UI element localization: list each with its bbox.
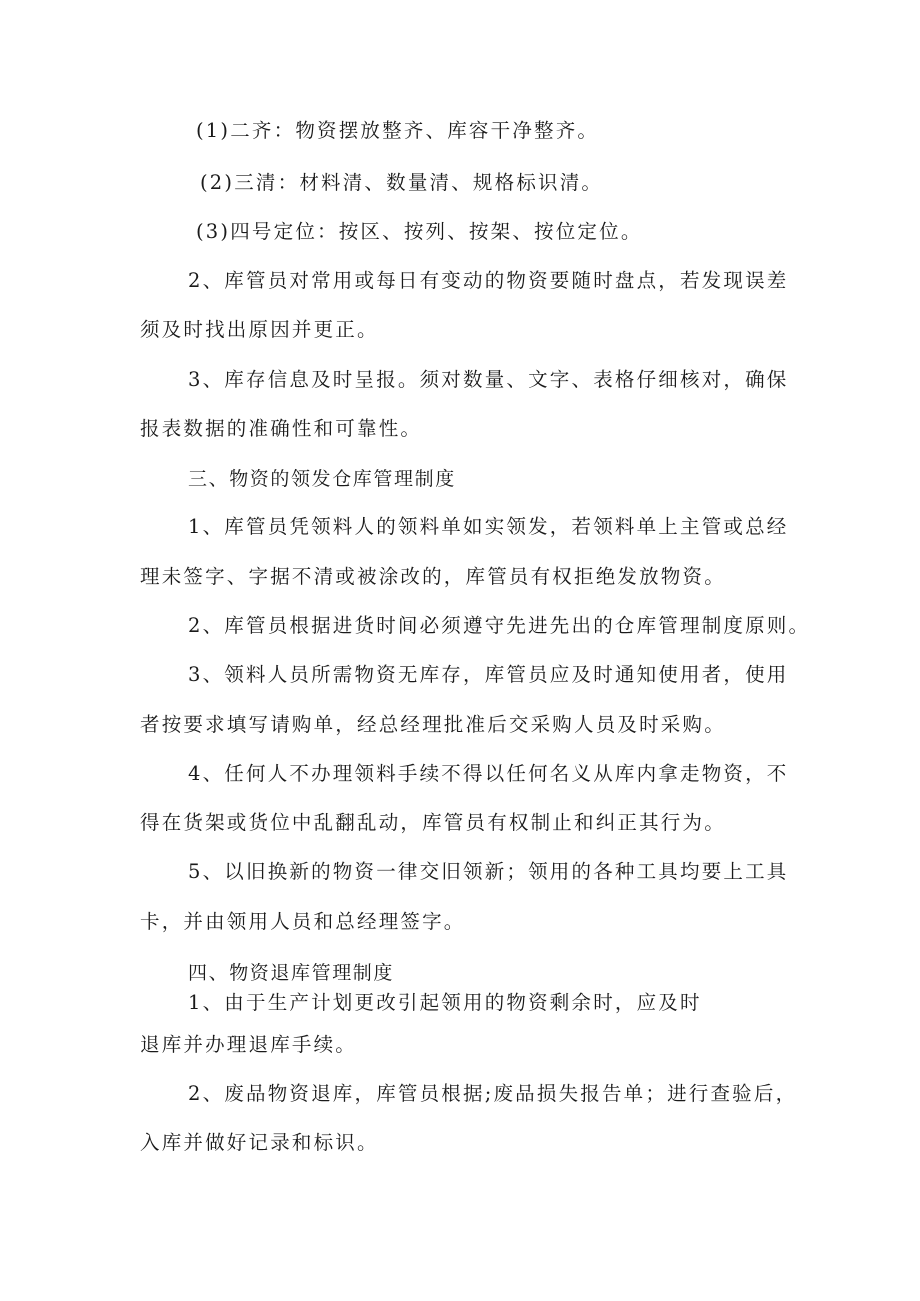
issue-rule-1-line-1: 1、库管员凭领料人的领料单如实领发，若领料单上主管或总经 [188, 515, 789, 538]
issue-rule-3-line-1: 3、领料人员所需物资无库存，库管员应及时通知使用者，使用 [188, 663, 789, 686]
item-er-qi: (1)二齐：物资摆放整齐、库容干净整齐。 [196, 119, 600, 142]
return-rule-2-line-2: 入库并做好记录和标识。 [140, 1131, 379, 1154]
issue-rule-2: 2、库管员根据进货时间必须遵守先进先出的仓库管理制度原则。 [188, 614, 811, 637]
return-rule-1-line-2: 退库并办理退库手续。 [140, 1033, 358, 1056]
item-san-qing: (2)三清：材料清、数量清、规格标识清。 [200, 171, 604, 194]
issue-rule-4-line-1: 4、任何人不办理领料手续不得以任何名义从库内拿走物资，不 [188, 762, 789, 785]
return-rule-1-line-1: 1、由于生产计划更改引起领用的物资剩余时，应及时 [188, 991, 702, 1014]
issue-rule-4-line-2: 得在货架或货位中乱翻乱动，库管员有权制止和纠正其行为。 [140, 811, 726, 834]
section-heading-issue: 三、物资的领发仓库管理制度 [188, 468, 456, 490]
section-heading-return: 四、物资退库管理制度 [188, 962, 395, 984]
issue-rule-1-line-2: 理未签字、字据不清或被涂改的，库管员有权拒绝发放物资。 [140, 565, 726, 588]
item-si-hao-ding-wei: (3)四号定位：按区、按列、按架、按位定位。 [196, 220, 643, 243]
paragraph-2-line-1: 2、库管员对常用或每日有变动的物资要随时盘点，若发现误差 [188, 269, 789, 292]
issue-rule-3-line-2: 者按要求填写请购单，经总经理批准后交采购人员及时采购。 [140, 713, 726, 736]
return-rule-2-line-1: 2、废品物资退库，库管员根据;废品损失报告单；进行查验后， [188, 1082, 798, 1105]
paragraph-3-line-1: 3、库存信息及时呈报。须对数量、文字、表格仔细核对，确保 [188, 368, 789, 391]
paragraph-2-line-2: 须及时找出原因并更正。 [140, 318, 379, 341]
paragraph-3-line-2: 报表数据的准确性和可靠性。 [140, 417, 423, 440]
issue-rule-5-line-2: 卡，并由领用人员和总经理签字。 [140, 910, 466, 933]
issue-rule-5-line-1: 5、以旧换新的物资一律交旧领新；领用的各种工具均要上工具 [188, 860, 789, 883]
